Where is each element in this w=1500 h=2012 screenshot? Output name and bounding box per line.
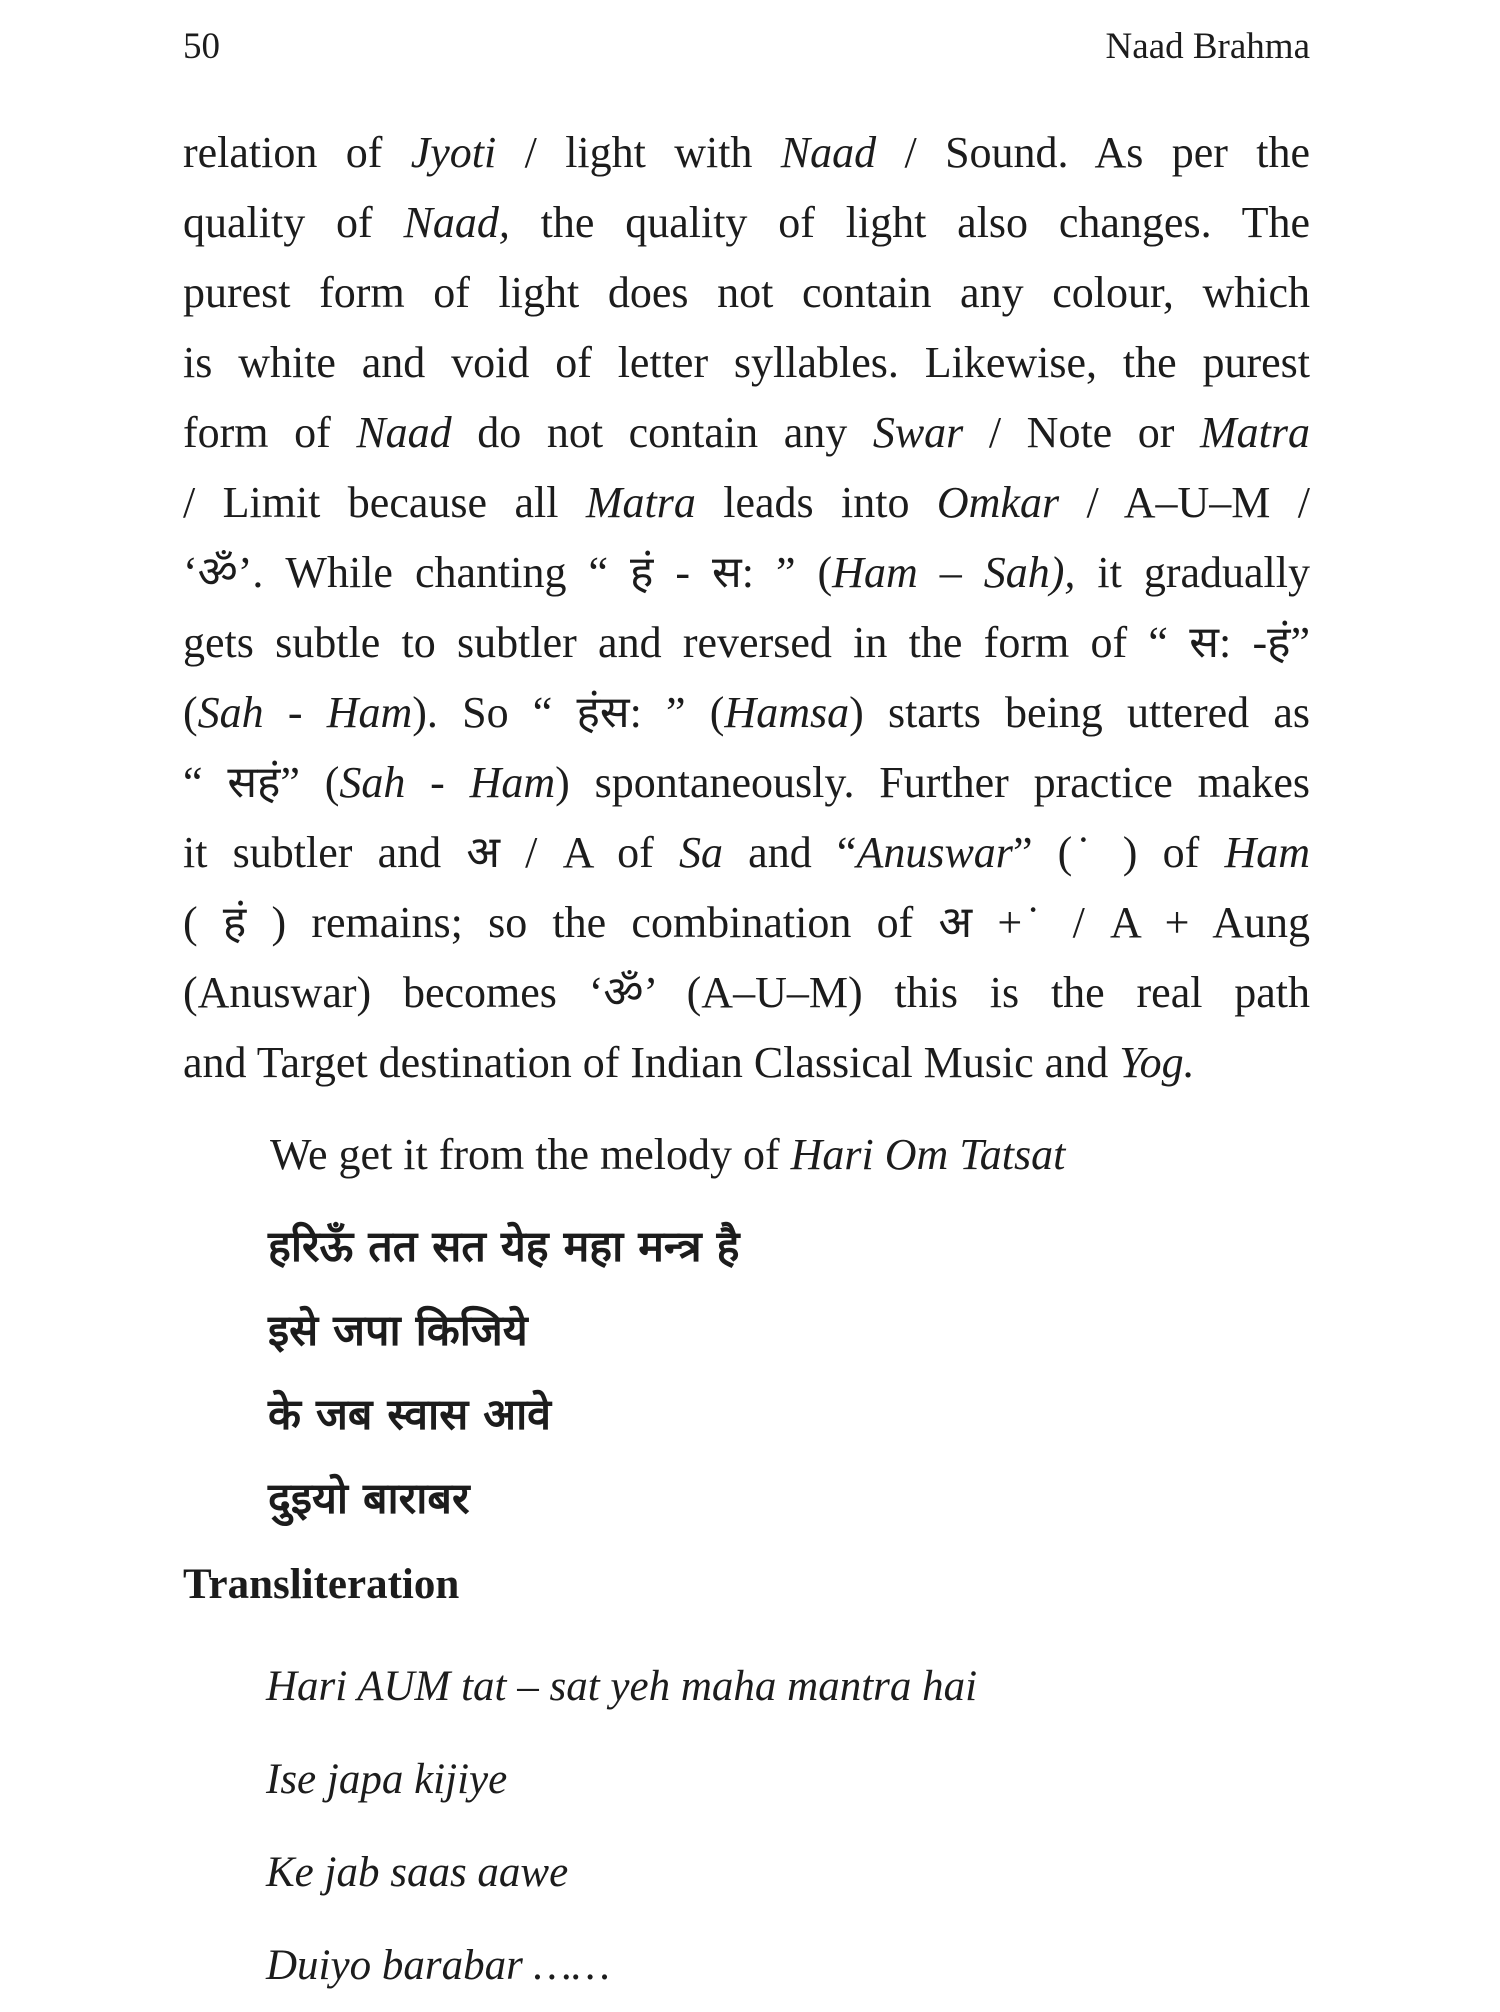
italic-term: Swar: [872, 408, 964, 457]
verse-intro-title: Hari Om Tatsat: [790, 1130, 1066, 1179]
text-run: quality of: [183, 198, 404, 247]
text-run: and “: [722, 828, 857, 877]
text-run: is white and void of letter syllables. Likewise, the purest: [183, 338, 1310, 387]
paragraph-line: [183, 188, 1310, 258]
hindi-verse-line: इसे जपा किजिये: [268, 1306, 528, 1356]
italic-term: Sah - Ham: [197, 688, 413, 737]
paragraph-line: [183, 608, 1310, 678]
text-run: / Note or: [963, 408, 1200, 457]
italic-term: Sah - Ham: [339, 758, 556, 807]
paragraph-line: [183, 398, 1310, 468]
text-run: it subtler and अ / A of: [183, 828, 679, 877]
transliteration-line: Duiyo barabar ……: [266, 1942, 611, 1989]
italic-term: Jyoti: [410, 128, 497, 177]
text-run: relation of: [183, 128, 411, 177]
text-run: form of: [183, 408, 357, 457]
transliteration-line: Ise japa kijiye: [266, 1756, 508, 1803]
italic-term: Naad: [780, 128, 877, 177]
text-run: / A–U–M /: [1059, 478, 1310, 527]
paragraph-line: [183, 328, 1310, 398]
text-run: / light with: [496, 128, 781, 177]
paragraph-line: [183, 468, 1310, 538]
text-run: (Anuswar) becomes ‘ॐ’ (A–U–M) this is the real path: [183, 968, 1310, 1017]
italic-term: Anuswar: [856, 828, 1013, 877]
italic-term: Sa: [678, 828, 723, 877]
hindi-verse: [268, 1205, 739, 1541]
text-run: ) starts being uttered as: [849, 688, 1310, 737]
transliteration-heading: Transliteration: [183, 1561, 460, 1608]
text-run: (: [183, 688, 198, 737]
paragraph-line: [183, 1028, 1310, 1098]
paragraph-line: [183, 748, 1310, 818]
italic-term: Naad,: [403, 198, 510, 247]
text-run: leads into: [695, 478, 937, 527]
text-run: and Target destination of Indian Classical Music and: [183, 1038, 1120, 1087]
hindi-verse-line: के जब स्वास आवे: [268, 1390, 552, 1440]
running-title: Naad Brahma: [1105, 26, 1310, 67]
transliteration-line: Ke jab saas aawe: [266, 1849, 569, 1896]
body-paragraph: [183, 118, 1310, 1098]
text-run: ” ( ̇ ) of: [1012, 828, 1225, 877]
hindi-verse-line: हरिऊँ तत सत येह महा मन्त्र है: [268, 1222, 740, 1272]
page-number: 50: [183, 26, 220, 67]
transliteration-line: Hari AUM tat – sat yeh maha mantra hai: [266, 1663, 978, 1710]
italic-term: Ham – Sah),: [832, 548, 1076, 597]
text-run: purest form of light does not contain any colour, which: [183, 268, 1310, 317]
text-run: ‘ॐ’. While chanting “ हं - स: ” (: [183, 548, 833, 597]
text-run: do not contain any: [451, 408, 873, 457]
paragraph-line: [183, 678, 1310, 748]
paragraph-line: [183, 818, 1310, 888]
text-run: gets subtle to subtler and reversed in the form of “ स: -हं”: [183, 618, 1310, 667]
hindi-verse-line: दुइयो बाराबर: [268, 1474, 470, 1524]
italic-term: Matra: [1200, 408, 1310, 457]
text-run: / Limit because all: [183, 478, 586, 527]
paragraph-line: [183, 888, 1310, 958]
text-run: ( हं ) remains; so the combination of अ + ̇ / A + Aung: [183, 898, 1310, 947]
verse-intro-text: We get it from the melody of: [270, 1130, 791, 1179]
italic-term: Ham: [1224, 828, 1310, 877]
text-run: the quality of light also changes. The: [509, 198, 1311, 247]
italic-term: Yog.: [1119, 1038, 1195, 1087]
text-run: / Sound. As per the: [876, 128, 1311, 177]
italic-term: Omkar: [936, 478, 1060, 527]
paragraph-line: [183, 958, 1310, 1028]
paragraph-line: [183, 118, 1310, 188]
paragraph-line: [183, 258, 1310, 328]
transliteration-list: [266, 1640, 977, 2012]
text-run: ). So “ हंस: ” (: [412, 688, 725, 737]
italic-term: Hamsa: [724, 688, 850, 737]
paragraph-line: [183, 538, 1310, 608]
verse-intro: [270, 1125, 1065, 1185]
text-run: ) spontaneously. Further practice makes: [555, 758, 1311, 807]
italic-term: Matra: [585, 478, 696, 527]
page-header: [183, 22, 1310, 72]
text-run: it gradually: [1075, 548, 1311, 597]
text-run: “ सहं” (: [183, 758, 340, 807]
italic-term: Naad: [356, 408, 452, 457]
